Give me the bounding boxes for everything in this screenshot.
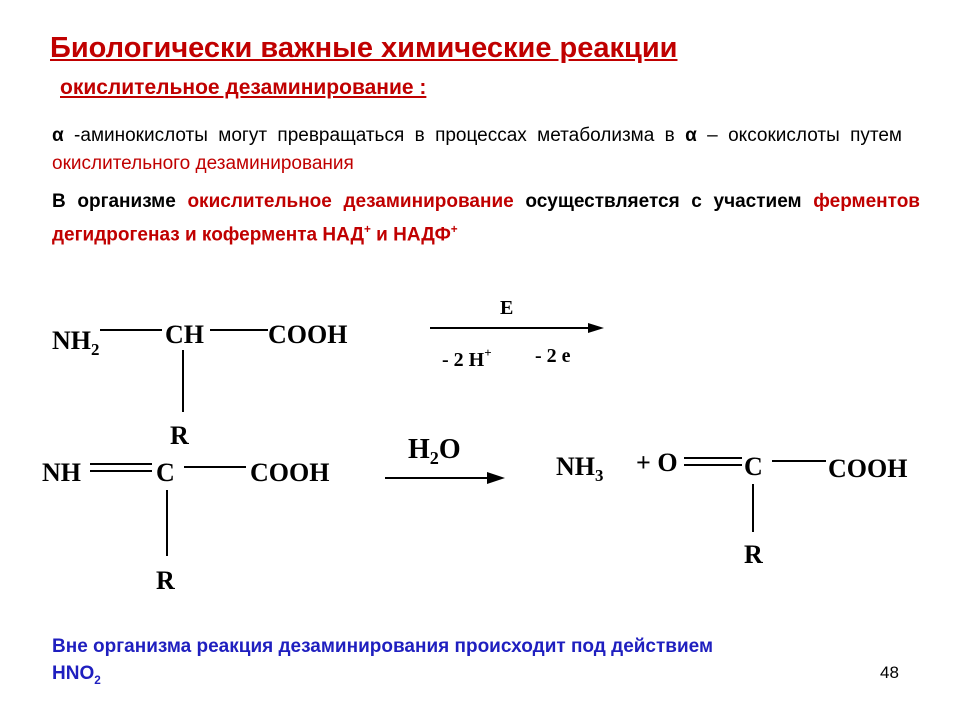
para1-text2: – оксокислоты путем — [696, 125, 902, 146]
keto-carbon: C — [744, 452, 763, 481]
bond-line — [772, 460, 826, 462]
minus-hydrogen-label: - 2 H+ — [442, 345, 492, 371]
reaction-arrow — [430, 320, 606, 336]
ammonia: $NH_3$ — [556, 452, 604, 485]
radical-r: R — [156, 566, 175, 595]
nitrous-acid: HNO — [52, 663, 95, 684]
double-bond-line — [90, 470, 152, 472]
enzyme-label: E — [500, 297, 514, 319]
minus-electron-label: - 2 e — [535, 345, 571, 367]
amino-group: $NH_2$ — [52, 326, 100, 359]
double-bond-line — [684, 464, 742, 466]
reaction-arrow — [385, 470, 507, 486]
imino-group: NH — [42, 458, 81, 487]
alpha-carbon: CH — [165, 320, 204, 349]
alpha-carbon: C — [156, 458, 175, 487]
organism-paragraph — [52, 188, 920, 249]
para2-highlight1: окислительное дезаминирование — [187, 191, 514, 212]
nadf-charge: + — [450, 223, 458, 236]
page-number: 48 — [880, 663, 899, 682]
carboxyl-group: COOH — [828, 454, 908, 483]
para2-highlight2: ферментов дегидрогеназ и кофермента НАД — [52, 191, 920, 246]
para2-text2: осуществляется с участием — [513, 191, 814, 212]
bond-line — [166, 490, 168, 556]
double-bond-line — [90, 463, 152, 465]
para1-text1: -аминокислоты могут превращаться в процессах метаболизма в — [63, 125, 686, 146]
carboxyl-group: COOH — [268, 320, 348, 349]
bond-line — [100, 329, 162, 331]
carboxyl-group: COOH — [250, 458, 330, 487]
alpha-symbol: α — [52, 125, 64, 146]
para2-text1: В организме — [52, 191, 188, 212]
alpha-symbol: α — [685, 125, 697, 146]
water-label: $H_2O$ — [408, 434, 461, 468]
bond-line — [210, 329, 268, 331]
bond-line — [182, 350, 184, 412]
intro-paragraph — [52, 122, 902, 178]
para2-and-nadf: и НАДФ — [370, 224, 451, 246]
radical-r: R — [170, 421, 189, 450]
bottom-note-text: Вне организма реакция дезаминирования происходит под действием — [52, 636, 714, 657]
double-bond-line — [684, 457, 742, 459]
slide-subtitle: окислительное дезаминирование : — [60, 76, 427, 99]
nitrous-acid-sub: 2 — [94, 674, 101, 687]
nad-charge: + — [364, 223, 371, 236]
plus-oxygen: + O — [636, 448, 678, 477]
bond-line — [752, 484, 754, 532]
bottom-note — [52, 633, 912, 694]
slide-title: Биологически важные химические реакции — [50, 32, 678, 64]
para1-highlight: окислительного дезаминирования — [52, 153, 354, 174]
radical-r: R — [744, 540, 763, 569]
bond-line — [184, 466, 246, 468]
